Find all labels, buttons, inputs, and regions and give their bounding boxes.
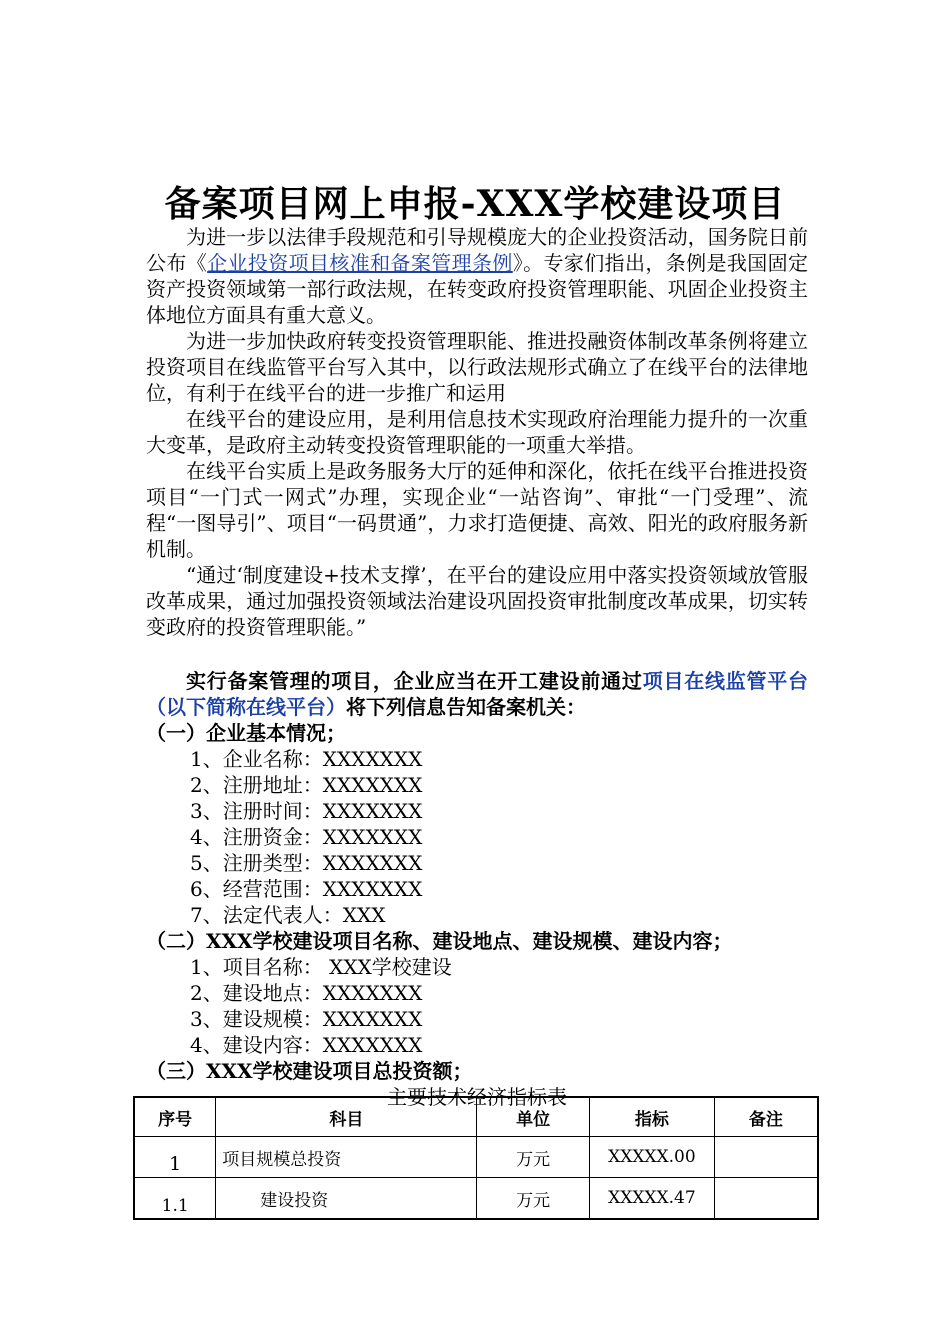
cell-unit: 万元 (477, 1178, 590, 1220)
section-1-heading: （一）企业基本情况； (146, 721, 346, 745)
table-header-row (134, 1097, 818, 1137)
header-unit: 单位 (477, 1097, 590, 1137)
section-2-item: 1、项目名称： XXX学校建设 (190, 955, 452, 979)
cell-seq: 1.1 (134, 1178, 216, 1220)
cell-remark (714, 1137, 818, 1178)
intro-paragraph-3: 在线平台的建设应用，是利用信息技术实现政府治理能力提升的一次重大变革，是政府主动转变投资管理职能的一项重大举措。 (146, 407, 808, 457)
section-2-heading: （二）XXX学校建设项目名称、建设地点、建设规模、建设内容； (146, 929, 733, 953)
section-2-item: 4、建设内容：XXXXXXX (190, 1033, 423, 1057)
table-title: 主要技术经济指标表 (387, 1085, 567, 1109)
notice-text: 实行备案管理的项目，企业应当在开工建设前通过 (186, 669, 643, 693)
notice-text: 将下列信息告知备案机关： (346, 695, 586, 719)
section-1-item: 4、注册资金：XXXXXXX (190, 825, 423, 849)
section-1-item: 3、注册时间：XXXXXXX (190, 799, 423, 823)
spacer (146, 640, 808, 668)
intro-paragraph-1 (146, 224, 808, 328)
section-1-item: 6、经营范围：XXXXXXX (190, 877, 423, 901)
header-remark: 备注 (714, 1097, 818, 1137)
section-1-item: 1、企业名称：XXXXXXX (190, 747, 423, 771)
indicator-table (133, 1096, 819, 1220)
section-1-item: 7、法定代表人：XXX (190, 903, 386, 927)
header-subject: 科目 (216, 1097, 477, 1137)
section-3-heading: （三）XXX学校建设项目总投资额； (146, 1059, 473, 1083)
cell-indicator: XXXXX.47 (589, 1178, 714, 1220)
cell-subject: 建设投资 (216, 1178, 477, 1220)
intro-text: 》。专家们指出，条例是我国固定资产投资领域第一部行政法规，在转变政府投资管理职能、巩固企业投资主体地位方面具有重大意义。 (146, 251, 808, 327)
intro-text: 为进一步以法律手段规范和引导规模庞大的企业投资活动，国务院日前公布《 (146, 225, 808, 275)
cell-subject: 项目规模总投资 (216, 1137, 477, 1178)
intro-paragraph-5: “通过‘制度建设+技术支撑’，在平台的建设应用中落实投资领域放管服改革成果，通过加强投资领域法治建设巩固投资审批制度改革成果，切实转变政府的投资管理职能。” (146, 563, 808, 639)
intro-paragraph-4: 在线平台实质上是政务服务大厅的延伸和深化，依托在线平台推进投资项目“一门式一网式”办理，实现企业“一站咨询”、审批“一门受理”、流程“一图导引”、项目“一码贯通”，力求打造便捷、高效、阳光的政府服务新机制。 (146, 459, 808, 561)
cell-remark (714, 1178, 818, 1220)
section-1-item: 2、注册地址：XXXXXXX (190, 773, 423, 797)
regulation-link[interactable]: 企业投资项目核准和备案管理条例 (207, 251, 513, 275)
document-body (146, 224, 808, 1110)
intro-paragraph-2: 为进一步加快政府转变投资管理职能、推进投融资体制改革条例将建立投资项目在线监管平台写入其中，以行政法规形式确立了在线平台的法律地位，有利于在线平台的进一步推广和运用 (146, 329, 808, 405)
cell-seq: 1 (134, 1137, 216, 1178)
section-2-item: 2、建设地点：XXXXXXX (190, 981, 423, 1005)
document-title: 备案项目网上申报-XXX学校建设项目 (164, 183, 786, 225)
cell-unit: 万元 (477, 1137, 590, 1178)
notice-paragraph (146, 668, 808, 720)
header-indicator: 指标 (589, 1097, 714, 1137)
table-row (134, 1137, 818, 1178)
section-2-item: 3、建设规模：XXXXXXX (190, 1007, 423, 1031)
cell-indicator: XXXXX.00 (589, 1137, 714, 1178)
online-platform-text: 项目在线监管平台（以下简称在线平台） (146, 669, 809, 719)
table-row (134, 1178, 818, 1220)
header-seq: 序号 (134, 1097, 216, 1137)
section-1-item: 5、注册类型：XXXXXXX (190, 851, 423, 875)
